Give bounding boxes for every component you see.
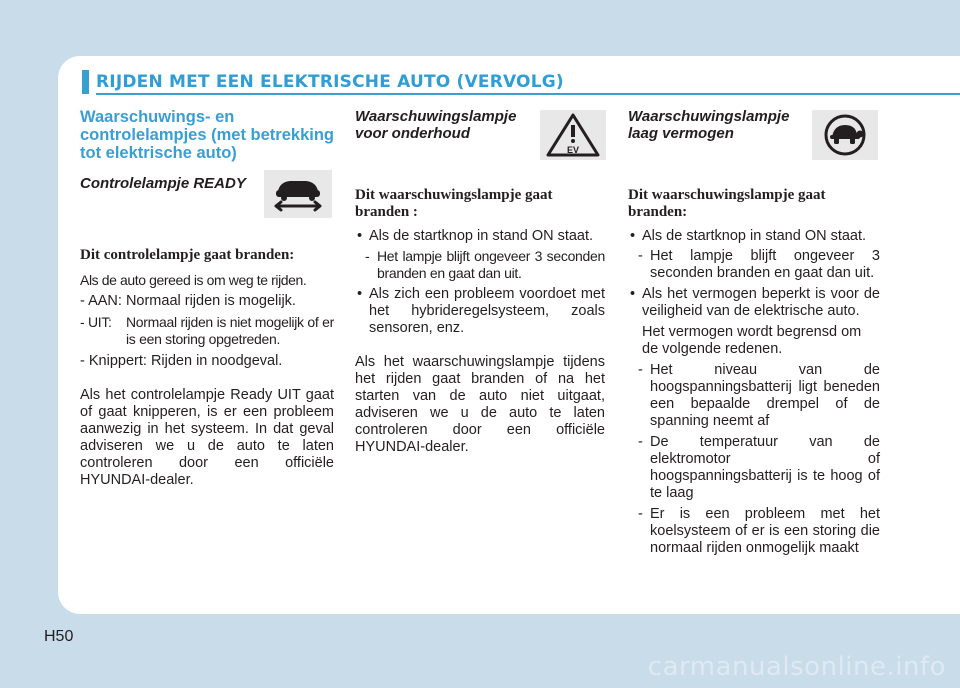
low-power-condition-heading: Dit waarschuwingslampje gaat branden: [628,187,826,220]
section-title: RIJDEN MET EEN ELEKTRISCHE AUTO (VERVOLG) [96,72,564,92]
ready-lamp-paragraph: Als het controlelampje Ready UIT gaat of gaat knipperen, is er een probleem aanwezig in het systeem. In dat geval adviseren we u de auto te laten controleren door een officiële HYUNDAI-dealer. [80,387,334,488]
ready-lamp-subheading: Controlelampje READY [80,175,246,192]
low-power-reason-1: - Het niveau van de hoogspanningsbatterij ligt beneden een bepaalde drempel of de spanning neemt af [638,362,880,429]
ready-lamp-intro: Als de auto gereed is om weg te rijden. [80,272,307,288]
ready-on-item: - AAN: Normaal rijden is mogelijk. [80,293,296,309]
ready-off-item: - UIT: Normaal rijden is niet mogelijk of er is een storing opgetreden. [80,314,334,347]
low-power-bullet-1: • Als de startknop in stand ON staat. [628,228,880,245]
maintenance-bullet-2: • Als zich een probleem voordoet met het hybrideregelsysteem, zoals sensoren, enz. [355,286,605,337]
turtle-icon [812,110,878,160]
maintenance-lamp-heading: Waarschuwingslampje voor onderhoud [355,108,517,142]
watermark: carmanualsonline.info [647,652,946,682]
maintenance-bullet-1-sub: - Het lampje blijft ongeveer 3 seconden branden en gaat dan uit. [365,248,605,281]
ready-on-value: Normaal rijden is mogelijk. [125,293,296,309]
ready-on-key: AAN: [88,293,122,309]
low-power-bullet-1-sub: - Het lampje blijft ongeveer 3 seconden branden en gaat dan uit. [638,248,880,281]
header-rule [96,93,960,95]
ready-lamp-condition-heading: Dit controlelampje gaat branden: [80,247,295,263]
ready-blink-value: Rijden in noodgeval. [150,353,283,369]
ready-car-arrows-icon [264,170,332,218]
column-3 [628,108,880,557]
maintenance-lamp-condition-heading: Dit waarschuwingslampje gaat branden : [355,187,553,220]
ready-off-value: Normaal rijden is niet mogelijk of er is een storing opgetreden. [126,314,334,347]
low-power-reason-3: - Er is een probleem met het koelsysteem of er is een storing die normaal rijden onmogelijk maakt [638,506,880,556]
page-number: H50 [44,628,74,645]
ready-off-key: UIT: [87,314,112,330]
ev-warning-triangle-icon [540,110,606,160]
warning-lamps-heading: Waarschuwings- en controlelampjes (met betrekking tot elektrische auto) [80,108,334,162]
low-power-bullet-2-paragraph: Het vermogen wordt begrensd om de volgende redenen. [642,324,862,357]
maintenance-paragraph: Als het waarschuwingslampje tijdens het rijden gaat branden of na het starten van de auto niet uitgaat, adviseren we u de auto te laten controleren door een officiële HYUNDAI-dealer. [355,354,605,455]
column-2 [355,108,605,456]
low-power-bullet-2: • Als het vermogen beperkt is voor de veiligheid van de elektrische auto. [628,286,880,320]
ready-blink-item: - Knippert: Rijden in noodgeval. [80,353,283,369]
ready-blink-key: Knippert: [88,353,147,369]
low-power-reason-2: - De temperatuur van de elektromotor of hoogspanningsbatterij is te hoog of te laag [638,434,880,501]
column-1 [80,108,334,489]
ev-icon-label: EV [566,145,580,155]
maintenance-bullet-1: • Als de startknop in stand ON staat. [355,228,605,245]
low-power-lamp-heading: Waarschuwingslampje laag vermogen [628,108,790,142]
header-accent-bar [82,70,89,94]
